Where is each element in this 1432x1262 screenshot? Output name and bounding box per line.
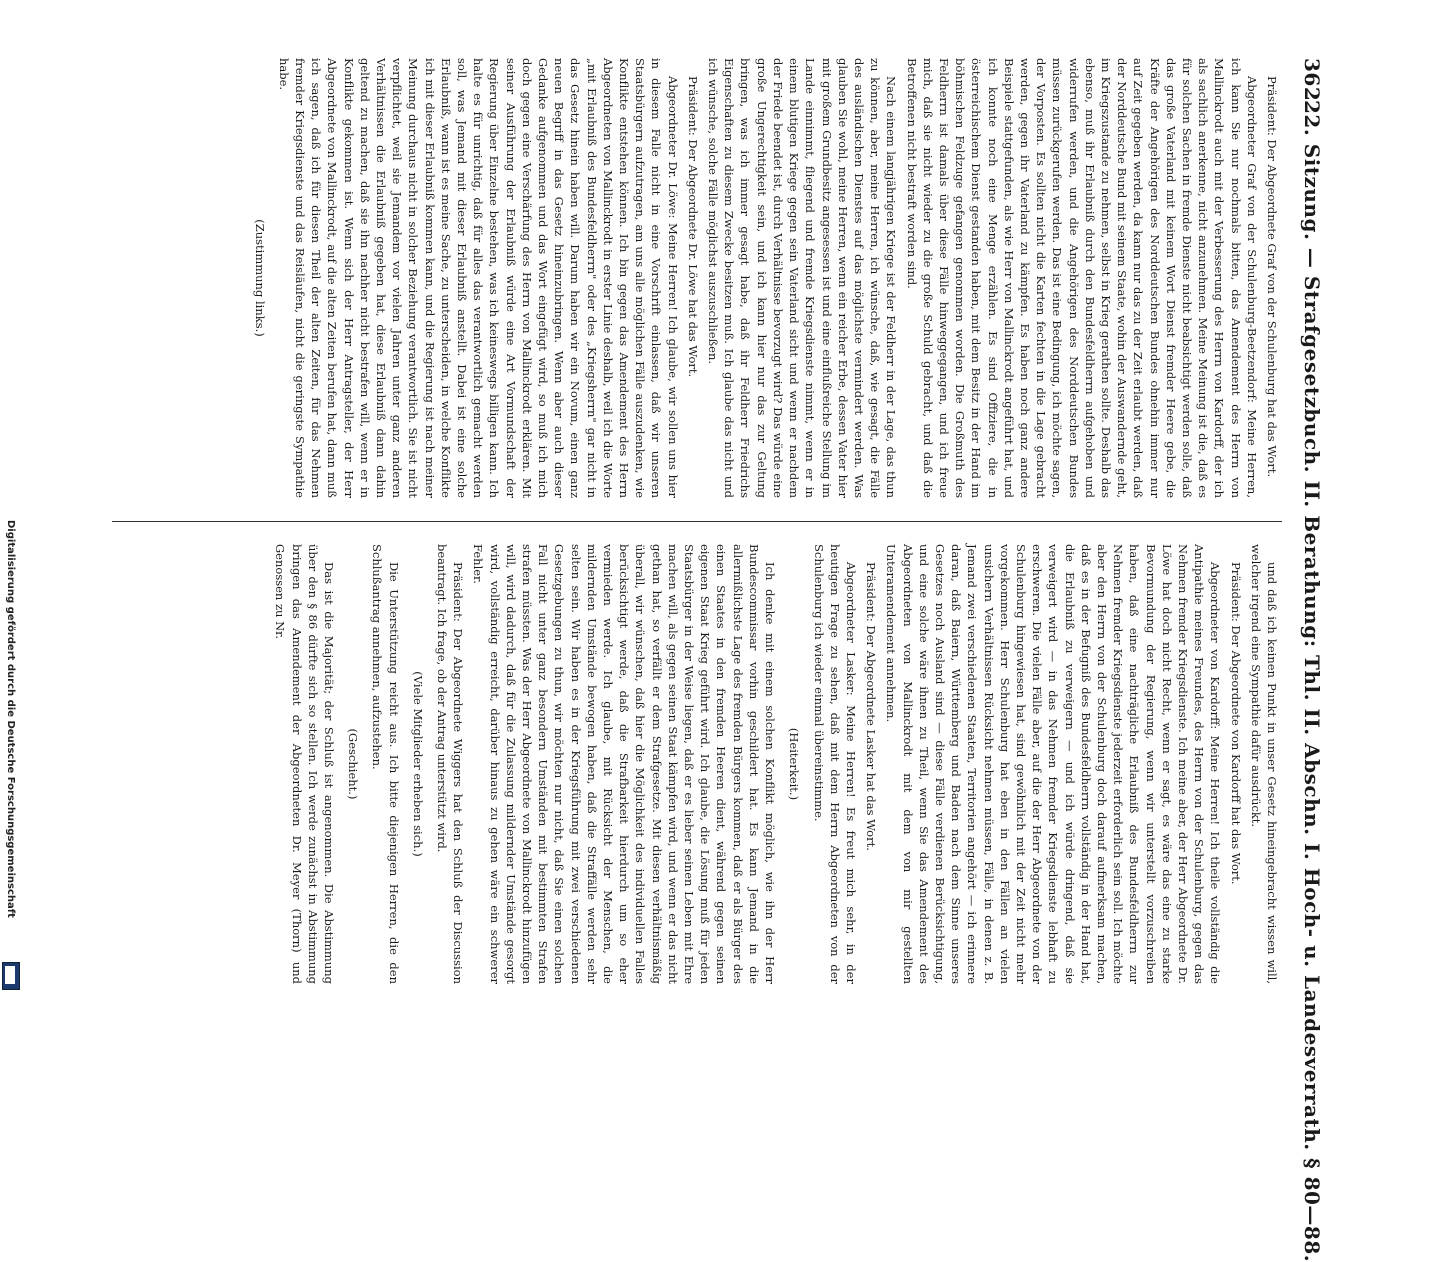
right-column-paragraph: Ich denke mit einem solchen Konflikt möglich, wie ihn der Herr Bundescommissar vorhin geschildert hat. Es kann Jemand in die allermißlichste Lage des fremden Bürgers kommen, daß er als Bürger des einen Staates in den fremden Heeren dient, während gegen seinen eigenen Staat Krieg geführt wird. Ich glaube, die Lösung muß für jeden Staatsbürger in der Weise liegen, daß er es lieber seinen Leben mit Ehre machen will, als gegen seinen Staat kämpfen wird, und wenn er das nicht gethan hat, so verfällt er dem Strafgesetze. Mit diesen verhältnismäßig überall, wir wünschen, daß hier die Möglichkeit des individuellen Falles berücksichtigt werde, daß die Strafbarkeit hierdurch um so eher vermieden werde. Ich glaube, mit Rücksicht der Menschen, die mildernden Umstände bewogen haben, daß die Straffälle werden sehr selten sein. Wir haben es in der Kriegsführung mit zwei verschiedenen Gesetzgebungen zu thun, wir möchten nur nicht, daß Sie einen solchen Fall nicht unter ganz besondern Umständen mit bestimmten Strafen strafen müssten. Was der Herr Abgeordnete von Mallinckrodt hinzufügen will, wird dadurch, daß für die Zulassung mildernder Umstände gesorgt wird, vollständig erreicht, darüber hinaus zu gehen wäre ein schwerer Fehler. (471, 544, 778, 984)
dfg-logo (2, 962, 20, 990)
left-column-paragraph: Nach einem langjährigen Kriege ist der Feldherr in der Lage, das thun zu können, aber, meine Herren, ich wünsche, daß, wie gesagt, die Fälle des ausländischen Dienstes auf das möglichste vermindert werden. Was glauben Sie wohl, meine Herren, wenn ein reicher Erbe, dessen Vater hier mit großem Grundbesitz angesessen ist und eine einflußreiche Stellung im Lande einnimmt, fliegend und fremde Kriegsdienste nimmt, wenn er in einem blutigen Kriege gegen sein Vaterland sicht und wenn er nachdem der Friede beendet ist, durch Verhältnisse bevorzugt wird? Das würde eine große Ungerechtigkeit sein, und ich kann hier nur das zur Geltung bringen, was ich immer gesagt habe, daß ihr Feldherr Friedrichs Eigenschaften zu diesem Zwecke besitzen muß. Ich glaube das nicht und ich wünsche, solche Fälle möglichst auszuschließen. (706, 58, 899, 498)
left-column-paragraph: Abgeordneter Graf von der Schulenburg-Beetzendorf: Meine Herren, ich kann Sie nur nochmals bitten, das Amendement des Herrn von Mallinckrodt auch mit der Verbesserung des Herrn von Kardorff, der ich als sachlich anerkenne, nicht anzunehmen. Meine Meinung ist die, daß es für solchen Sachen in fremde Dienste nicht beabsichtigt werden solle, daß das große Vaterland mit keinem Wort Dienst fremder Heere gebe, die Kräfte der Angehörigen des Norddeutschen Bundes ohnehin immer nur auf Zeit gegeben werden, da kann nur das zu der Zeit erlaubt werden, daß der Norddeutsche Bund mit seinem Staate, wohin der Auswandernde geht, im Kriegszustande zu nehmen, selbst in Krieg gerathen sollte. Deshalb das ebenso, muß ihr Erlaubniß durch den Bundesfeldherrn aufgehoben und widerrufen werden, und die Angehörigen des Norddeutschen Bundes müssen zurückgerufen werden. Das ist eine Bedingung, ich möchte sagen, der Vorposten. Es sollten nicht die Karten fechten in die Lage gebracht werden, gegen ihr Vaterland zu kämpfen. Es haben noch ganz andere Beispiele stattgefunden, als wie Herr von Mallinckrodt angeführt hat, und ich konnte noch eine Menge erzählen. Es sind Offiziere, die in österreichischem Dienst gestanden haben, mit dem Besitz in der Hand im böhmischen Feldzuge gefangen genommen worden. Die Großmuth des Feldherrn ist damals über diese Fälle hinweggegangen, und ich freue mich, daß sie nicht wieder zu die große Schuld gebracht, und daß die Betroffenen nicht bestraft worden sind. (904, 58, 1259, 498)
right-column-paragraph: Das ist die Majorität; der Schluß ist angenommen. Die Abstimmung über den § 86 dürfte sich so stellen. Ich werde zunächst in Abstimmung bringen das Amendement der Abgeordneten Dr. Meyer (Thorn) und Genossen zu Nr. (273, 544, 337, 984)
right-column-paragraph: Abgeordneter von Kardorff: Meine Herren! Ich theile vollständig die Antipathie meines Freundes, des Herrn von der Schulenburg, gegen das Nehmen fremder Kriegsdienste. Ich meine aber, der Herr Abgeordnete Dr. Löwe hat doch nicht Recht, wenn er sagt, es wäre das eine zu starke Bevormundung der Regierung, wenn wir unterstellt vorzuschreiben haben, daß eine nachträgliche Erlaubniß des Bundesfeldherrn zur Nehmen fremder Kriegsdienste jederzeit erforderlich sein soll. Ich möchte aber den Herrn von der Schulenburg doch darauf aufmerksam machen, daß es in der Befugniß des Bundesfeldherrn vollständig in der Hand hat, die Erlaubniß zu verweigern — und ich würde dringend, daß sie verweigert wird — in das Nehmen fremder Kriegsdienste lebhaft zu erschweren. Die vielen Fälle aber, auf die der Herr Abgeordnete von der Schulenburg hingewiesen hat, sind gewöhnlich mit der Zeit nicht mehr vorgekommen. Herr Schulenburg hat eben in den Fällen an vielen unsichern Verhältnissen Rücksicht nehmen müssen, Fälle, in denen z. B. Jemand zwei verschiedenen Staaten, Territorien angehört — ich erinnere daran, daß Baiern, Württemberg und Baden nach dem Sinne unseres Gesetzes noch Ausland sind — diese Fälle verdienen Berücksichtigung, und eine solche wäre ihnen zu Theil, wenn Sie das Amendement des Abgeordneten von Mallinckrodt mit dem von mir gestellten Unteramendement annehmen. (884, 544, 1223, 984)
right-column (268, 544, 1280, 984)
left-column (243, 58, 1280, 498)
right-column-paragraph: (Geschieht.) (346, 728, 361, 800)
left-column-paragraph: Präsident: Der Abgeordnete Graf von der Schulenburg hat das Wort. (1265, 76, 1279, 478)
digitization-notice: Digitalisierung gefördert durch die Deutsche Forschungsgemeinschaft (5, 520, 16, 918)
right-column-paragraph: Präsident: Der Abgeordnete Lasker hat das Wort. (864, 562, 879, 851)
right-column-paragraph: Präsident: Der Abgeordnete Wiggers hat den Schluß der Discussion beantragt. Ich frage, ob der Antrag unterstützt wird. (435, 544, 466, 984)
page-header (1292, 58, 1332, 1262)
left-column-paragraph: Abgeordneter Dr. Löwe: Meine Herren! Ich glaube, wir sollen uns hier in diesem Falle nicht in eine Vorschrift einlassen, daß wir unseren Staatsbürgern aufzutragen, am uns alle möglichen Fälle auszudenken, wie Konflikte entstehen können. Ich bin gegen das Amendement des Herrn Abgeordneten von Mallinckrodt in erster Linie deshalb, weil ich die Worte „mit Erlaubniß des Bundesfeldherrn" oder des „Kriegsherrn" gar nicht in das Gesetz hinein haben will. Darum haben wir ein Novum, einen ganz neuen Begriff in das Gesetz hineinzubringen. Wenn aber auch dieser Gedanke aufgenommen und das Wort eingefügt wird, so muß ich mich doch gegen eine Verschärfung des Herrn von Mallinckrodt erklären. Mit seiner Ausführung der Erlaubniß würde eine Art Vormundschaft der Regierung über Einzelne bestehen, was ich keineswegs billigen kann. Ich halte es für unrichtig, daß für alles das verantwortlich gemacht werden soll, was Jemand mit dieser Erlaubniß anstellt. Dabei ist eine solche Erlaubniß, wann ist es meine Sache, zu unterscheiden, in welche Konflikte ich mit dieser Erlaubniß kommen kann, und die Regierung ist nach meiner Meinung durchaus nicht in solcher Beziehung verantwortlich. Sie ist nicht verpflichtet, weil sie Jemandem vor vielen Jahren unter ganz anderen Verhältnissen die Erlaubniß gegeben hat, diese Erlaubniß dann dahin geltend zu machen, daß sie ihn nachher nicht bestrafen will, wenn er in Konflikte gekommen ist. Wenn sich der Herr Antragsteller, der Herr Abgeordnete von Mallinckrodt, auf die alten Zeiten berufen hat, dann muß ich sagen, daß ich für diesen Theil der alten Zeiten, für das Nehmen fremder Kriegsdienste und das Reisläufen, nicht die geringste Sympathie habe. (276, 58, 680, 498)
right-column-paragraph: und daß ich keinen Punkt in unser Gesetz hineingebracht wissen will, welcher irgend eine Sympathie dafür ausdrückt. (1248, 544, 1279, 984)
left-column-paragraph: (Zustimmung links.) (252, 219, 267, 337)
right-column-paragraph: Abgeordneter Lasker: Meine Herren! Es freut mich sehr, in der heutigen Frage zu sehen, daß mit dem Herrn Abgeordneten von der Schulenburg ich wieder einmal übereinstimme. (811, 544, 858, 984)
right-column-paragraph: (Viele Mitglieder erheben sich.) (410, 671, 425, 857)
right-column-paragraph: (Heiterkeit.) (787, 727, 802, 801)
left-column-paragraph: Präsident: Der Abgeordnete Dr. Löwe hat das Wort. (685, 76, 700, 378)
right-column-paragraph: Die Unterstützung reicht aus. Ich bitte diejenigen Herren, die den Schlußantrag annehmen, aufzustehen. (370, 544, 401, 984)
right-column-paragraph: Präsident: Der Abgeordnete von Kardorff hat das Wort. (1228, 562, 1243, 885)
page-title: 22. Sitzung. — Strafgesetzbuch. II. Berathung: Thl. II. Abschn. I. Hoch- u. Landesverrath. § 80—88. (1300, 100, 1324, 1262)
column-divider (112, 521, 1282, 522)
newspaper-page (107, 58, 1332, 1262)
page-number: 362 (1300, 58, 1324, 102)
